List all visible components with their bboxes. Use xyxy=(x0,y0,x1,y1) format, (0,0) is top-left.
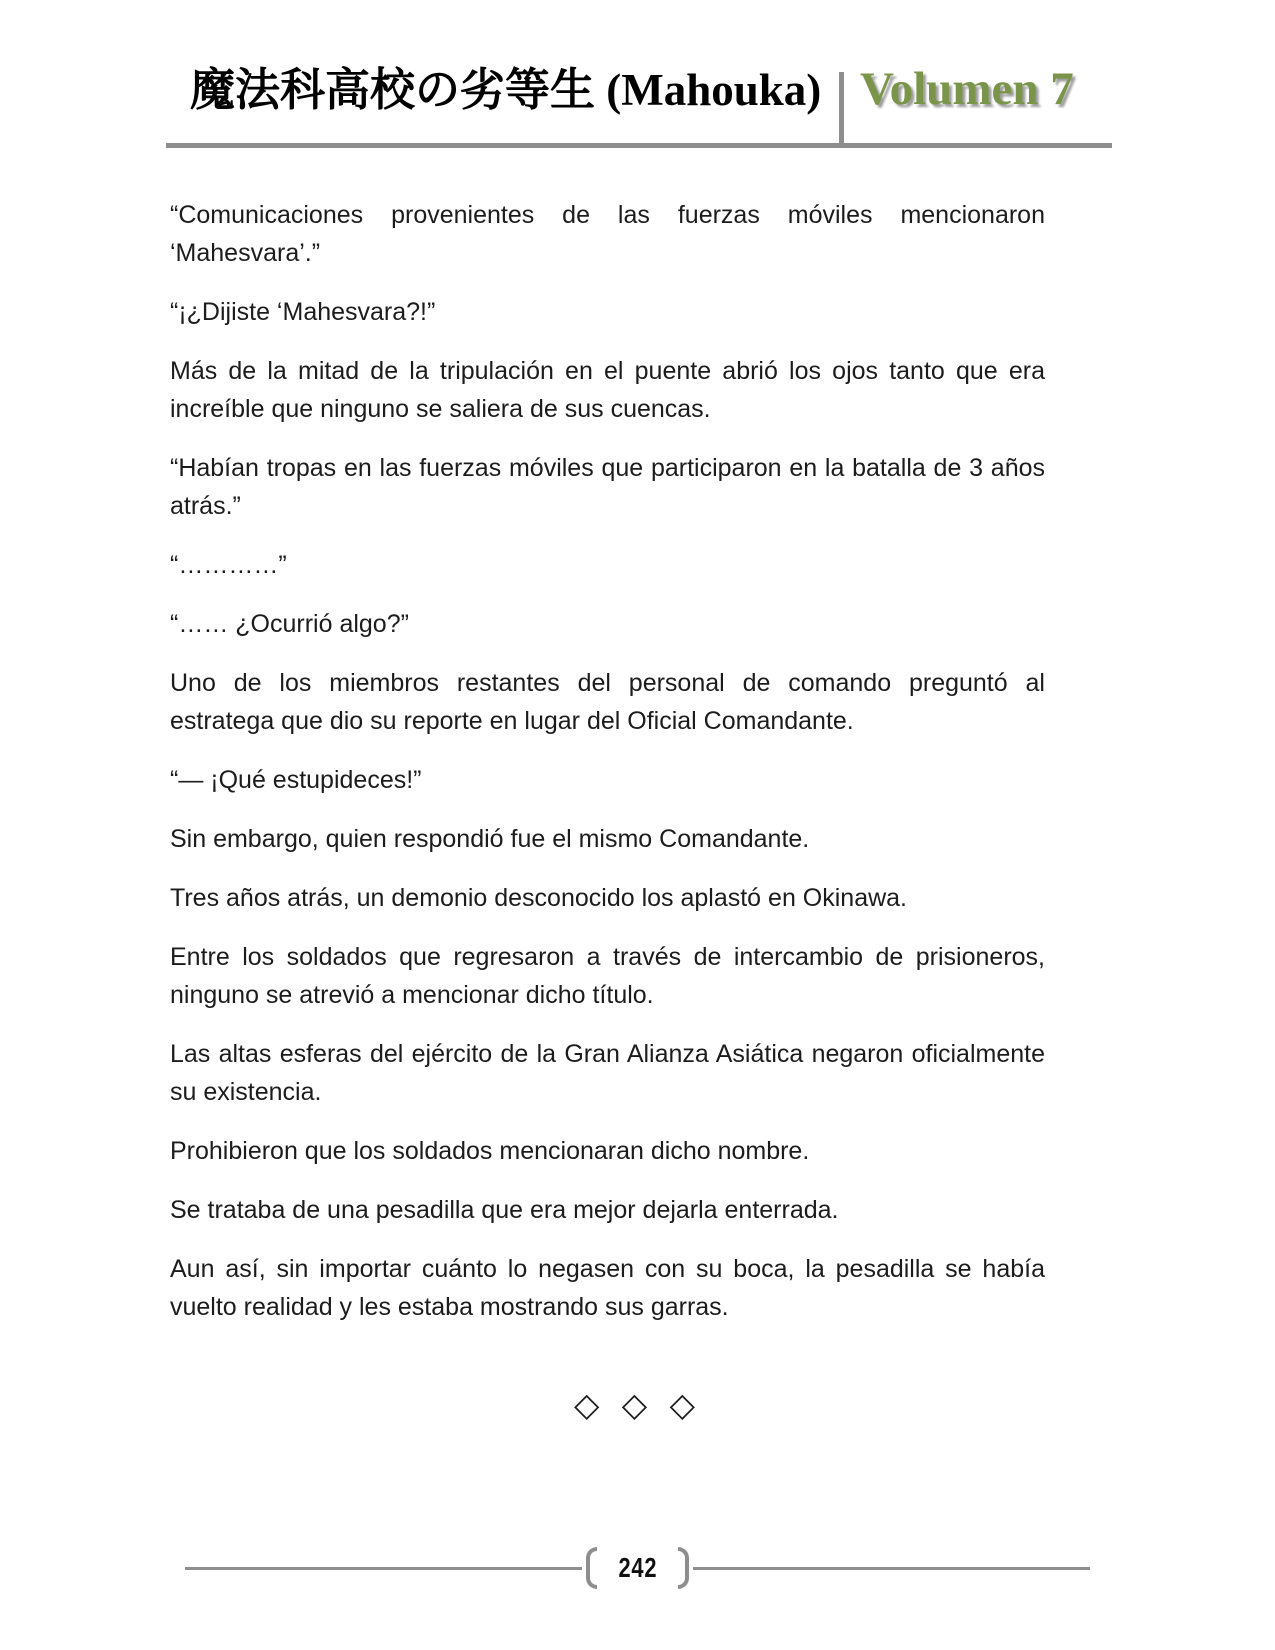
volume-label: Volumen 7 xyxy=(860,63,1074,115)
left-bracket-icon xyxy=(586,1547,597,1589)
paragraph: Se trataba de una pesadilla que era mejor dejarla enterrada. xyxy=(170,1196,839,1224)
footer-line-right xyxy=(693,1567,1090,1570)
paragraph: Más de la mitad de la tripulación en el puente abrió los ojos tanto que era increíble que ninguno se saliera de sus cuencas. xyxy=(170,357,1045,423)
paragraph: Sin embargo, quien respondió fue el mismo Comandante. xyxy=(170,825,810,853)
paragraph: Las altas esferas del ejército de la Gran Alianza Asiática negaron oficialmente su existencia. xyxy=(170,1040,1045,1106)
paragraph: Tres años atrás, un demonio desconocido los aplastó en Okinawa. xyxy=(170,884,907,912)
right-bracket-icon xyxy=(678,1547,689,1589)
page-title: 魔法科高校の劣等生 (Mahouka) xyxy=(190,65,822,115)
paragraph: “Habían tropas en las fuerzas móviles que participaron en la batalla de 3 años atrás.” xyxy=(170,454,1045,520)
section-break-diamonds: ◇ ◇ ◇ xyxy=(573,1385,702,1424)
paragraph: “— ¡Qué estupideces!” xyxy=(170,766,422,794)
paragraph: Entre los soldados que regresaron a través de intercambio de prisioneros, ninguno se atrevió a mencionar dicho título. xyxy=(170,943,1045,1009)
footer xyxy=(185,1533,1090,1603)
paragraph: “…… ¿Ocurrió algo?” xyxy=(170,610,409,638)
paragraph: Prohibieron que los soldados mencionaran dicho nombre. xyxy=(170,1137,810,1165)
footer-line-left xyxy=(185,1567,582,1570)
paragraph: Uno de los miembros restantes del personal de comando preguntó al estratega que dio su reporte en lugar del Oficial Comandante. xyxy=(170,669,1045,735)
paragraph: Aun así, sin importar cuánto lo negasen con su boca, la pesadilla se había vuelto realidad y les estaba mostrando sus garras. xyxy=(170,1255,1045,1321)
header-vertical-divider xyxy=(839,72,844,143)
header-rule xyxy=(166,143,1112,148)
paragraph: “¡¿Dijiste ‘Mahesvara?!” xyxy=(170,298,436,326)
paragraph: “Comunicaciones provenientes de las fuerzas móviles mencionaron ‘Mahesvara’.” xyxy=(170,201,1045,267)
page-number: 242 xyxy=(618,1552,657,1583)
body-paragraphs xyxy=(170,196,1045,1347)
paragraph: “…………” xyxy=(170,551,287,579)
